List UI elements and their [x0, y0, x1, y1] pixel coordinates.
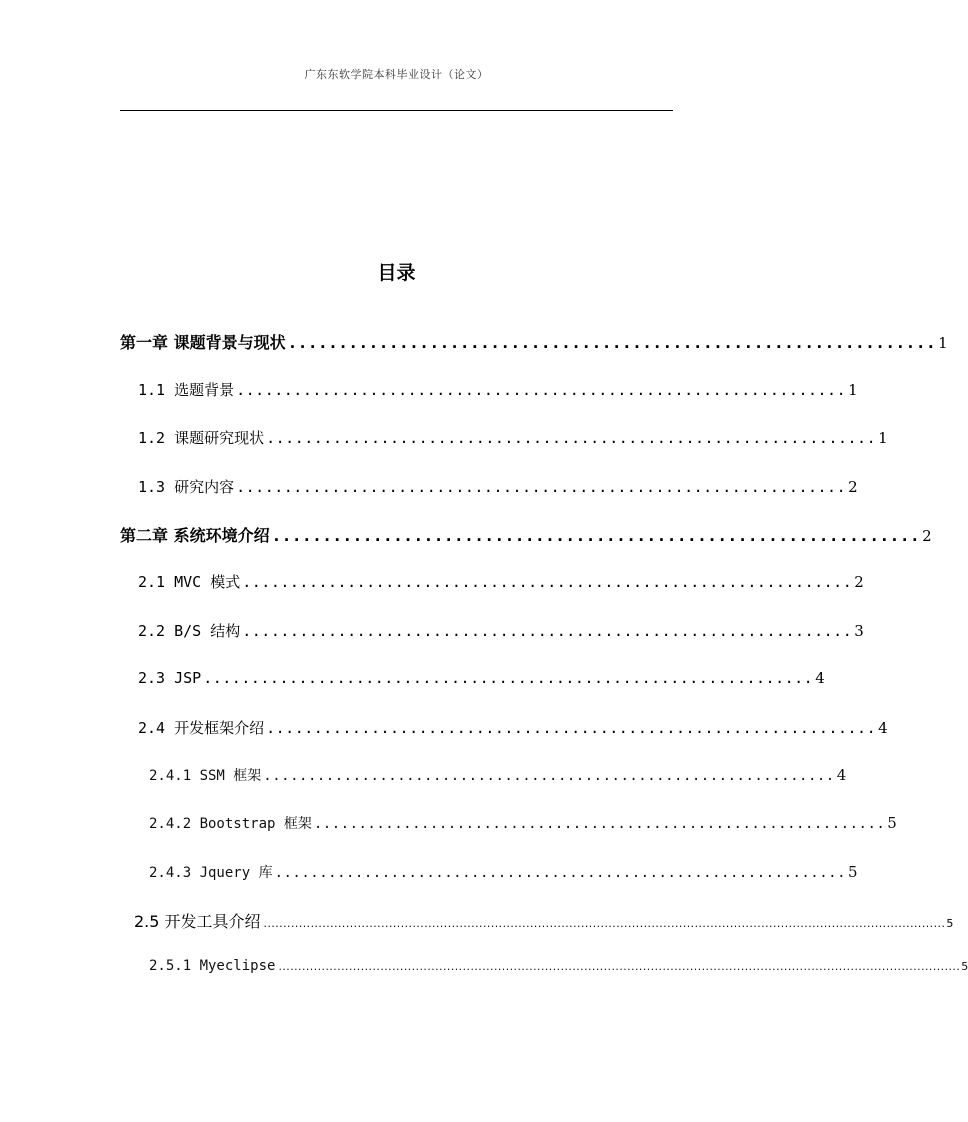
toc-entry-2-5[interactable] — [134, 909, 954, 932]
toc-entry-leader: ................................................................ — [242, 622, 853, 640]
toc-entry-page: 2 — [848, 478, 858, 496]
toc-entry-leader: ................................................................ — [203, 669, 814, 687]
toc-entry-2-4-2[interactable] — [149, 813, 897, 833]
toc-entry-leader: ................................................................ — [287, 333, 937, 352]
toc-entry-leader: ................................................................ — [274, 865, 847, 881]
toc-entry-label: 2.4 开发框架介绍 — [138, 719, 265, 737]
toc-entry-2-1[interactable] — [138, 571, 864, 592]
toc-entry-leader: ................................................................ — [271, 526, 921, 545]
toc-entry-label: 1.1 选题背景 — [138, 381, 235, 399]
toc-entry-label: 1.3 研究内容 — [138, 478, 235, 496]
toc-entry-page: 4 — [836, 766, 847, 784]
toc-entry-1-1[interactable] — [138, 379, 858, 400]
toc-entry-2-4-3[interactable] — [149, 862, 858, 882]
toc-entry-2-4-1[interactable] — [149, 765, 847, 785]
toc-entry-leader: ................................................................ — [313, 816, 886, 832]
toc-entry-page: 3 — [854, 622, 864, 640]
toc-entry-page: 1 — [938, 334, 948, 352]
toc-entry-leader: ................................................................ — [242, 573, 853, 591]
toc-entry-page: 5 — [848, 863, 858, 881]
toc-entry-label: 2.4.1 SSM 框架 — [149, 768, 262, 784]
toc-entry-2-2[interactable] — [138, 620, 864, 641]
toc-entry-label: 2.4.3 Jquery 库 — [149, 865, 273, 881]
toc-entry-leader: .............................................................................................................................................................................. — [262, 920, 945, 930]
toc-entry-label: 2.4.2 Bootstrap 框架 — [149, 816, 312, 832]
header-text: 广东东软学院本科毕业设计（论文） — [304, 68, 489, 81]
toc-entry-2-5-1[interactable] — [149, 958, 968, 974]
toc-entry-label: 第二章 系统环境介绍 — [120, 526, 270, 545]
toc-entry-leader: ................................................................ — [266, 719, 877, 737]
toc-entry-2-4[interactable] — [138, 717, 888, 738]
toc-entry-label: 2.2 B/S 结构 — [138, 622, 241, 640]
toc-title: 目录 — [377, 262, 416, 284]
toc-entry-page: 2 — [922, 527, 932, 545]
header-divider — [120, 110, 673, 111]
toc-entry-leader: ................................................................ — [236, 381, 847, 399]
toc-entry-label: 第一章 课题背景与现状 — [120, 333, 286, 352]
toc-entry-chapter-1[interactable] — [120, 330, 948, 353]
toc-entry-label: 2.1 MVC 模式 — [138, 573, 241, 591]
toc-entry-label: 1.2 课题研究现状 — [138, 429, 265, 447]
toc-entry-leader: ................................................................ — [263, 768, 835, 784]
toc-entry-label: 2.5.1 Myeclipse — [149, 958, 276, 974]
toc-entry-page: 5 — [946, 917, 954, 930]
toc-entry-2-3[interactable] — [138, 669, 825, 687]
toc-entry-label: 2.3 JSP — [138, 669, 202, 687]
toc-entry-chapter-2[interactable] — [120, 523, 932, 546]
toc-entry-leader: ................................................................ — [236, 478, 847, 496]
toc-entry-page: 1 — [878, 429, 888, 447]
toc-entry-page: 2 — [854, 573, 864, 591]
toc-entry-1-2[interactable] — [138, 427, 888, 448]
toc-entry-page: 4 — [815, 669, 825, 687]
toc-entry-leader: ................................................................ — [266, 429, 877, 447]
toc-entry-label: 2.5 开发工具介绍 — [134, 912, 261, 931]
toc-entry-page: 5 — [887, 814, 897, 832]
toc-entry-page: 4 — [878, 719, 888, 737]
toc-entry-page: 5 — [961, 960, 968, 973]
toc-entry-page: 1 — [848, 381, 858, 399]
toc-entry-leader: .............................................................................................................................................................................. — [277, 963, 960, 973]
toc-entry-1-3[interactable] — [138, 476, 858, 497]
